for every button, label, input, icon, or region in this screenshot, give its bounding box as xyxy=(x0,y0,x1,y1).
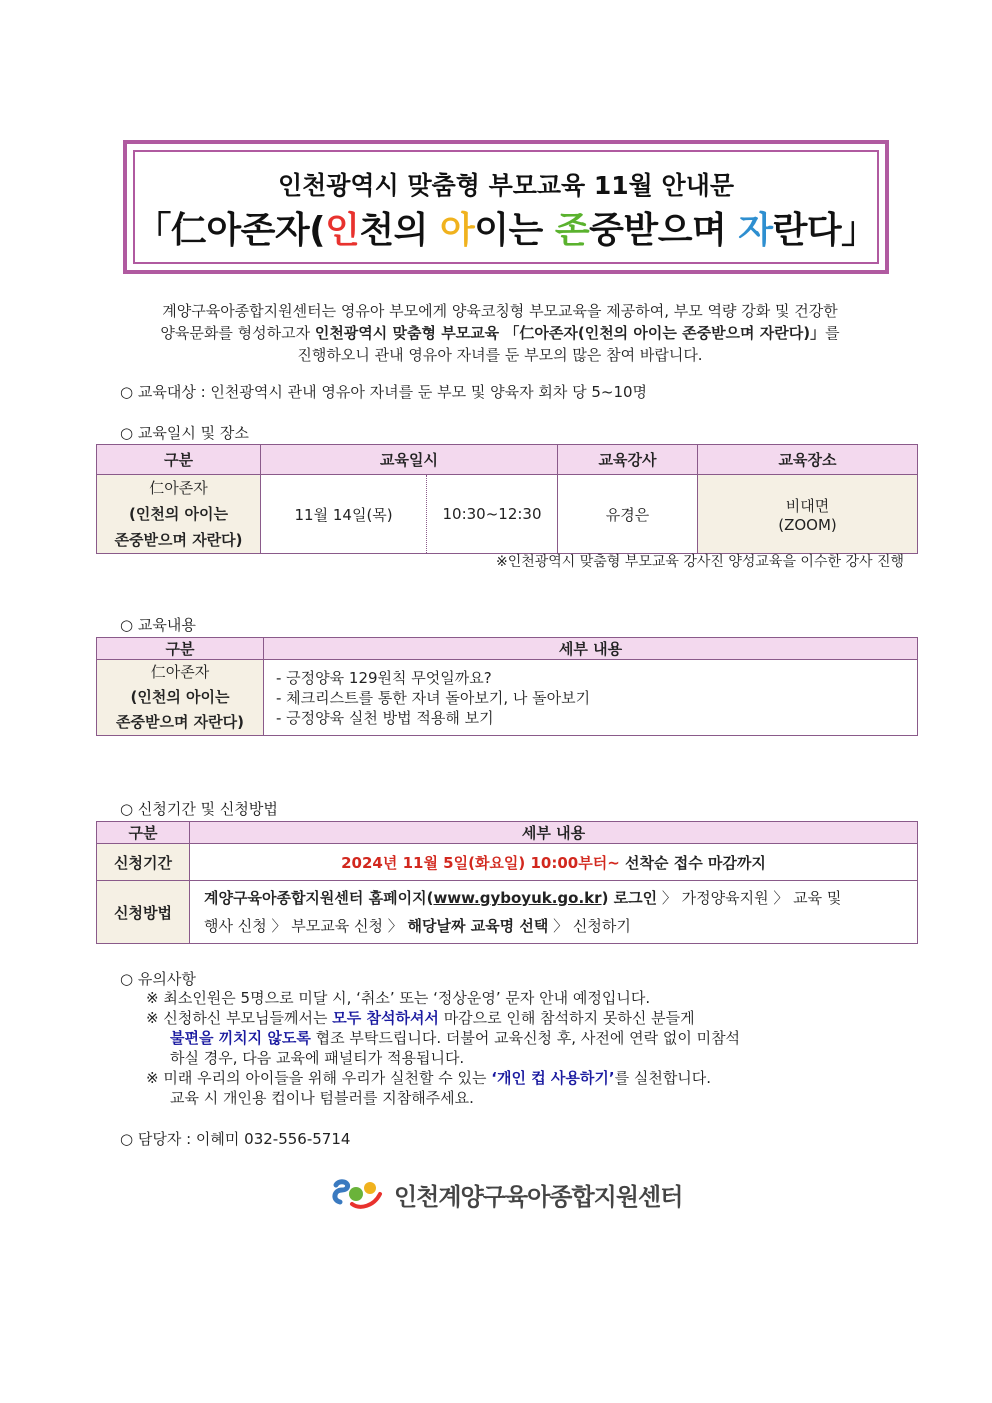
title-line-2 xyxy=(127,202,885,253)
intro-line-2-c: 를 xyxy=(825,324,840,342)
intro-line-2-bold: 인천광역시 맞춤형 부모교육 「仁아존자(인천의 아이는 존중받으며 자란다)」 xyxy=(314,324,826,342)
apply-period-label: 신청기간 xyxy=(97,844,190,881)
title-part-a: 천의 xyxy=(359,210,440,251)
method-select-text: 해당날짜 교육명 선택 xyxy=(407,917,549,935)
intro-line-1: 계양구육아종합지원센터는 영유아 부모에게 양육코칭형 부모교육을 제공하여, 부모 역량 강화 및 건강한 xyxy=(162,302,838,320)
logo-mark-icon xyxy=(330,1172,392,1212)
contact-line: ○ 담당자 : 이혜미 032-556-5714 xyxy=(120,1130,351,1148)
apply-method-label: 신청방법 xyxy=(97,881,190,944)
place-line-2: (ZOOM) xyxy=(778,515,837,534)
note-2-c: 마감으로 인해 참석하지 못하신 분들게 xyxy=(438,1009,695,1027)
note-item-2-line-3: 하실 경우, 다음 교육에 패널티가 적용됩니다. xyxy=(170,1049,465,1067)
note-item-3 xyxy=(146,1068,740,1088)
note-2-a: ※ 신청하신 부모님들께서는 xyxy=(146,1009,333,1027)
homepage-link[interactable]: www.gyboyuk.go.kr xyxy=(433,889,602,907)
program-line-1: 仁아존자 xyxy=(149,479,208,497)
apply-method-line-1 xyxy=(204,884,917,912)
footer-logo xyxy=(330,1172,730,1212)
note-3-emphasis: ‘개인 컵 사용하기’ xyxy=(491,1069,615,1087)
note-2-emphasis: 모두 참석하셔서 xyxy=(332,1009,439,1027)
title-part-b: 이는 xyxy=(474,210,555,251)
apply-method-line-2 xyxy=(204,912,917,940)
title-jon-char: 존 xyxy=(554,210,590,251)
content-item: - 긍정양육 129원칙 무엇일까요? xyxy=(276,668,492,687)
schedule-date-cell: 11월 14일(목) xyxy=(261,475,427,554)
schedule-instructor-cell: 유경은 xyxy=(557,475,697,554)
apply-method-value xyxy=(190,881,918,944)
note-item-2-line-2 xyxy=(146,1028,740,1048)
content-detail-cell xyxy=(264,660,918,736)
content-program-line-2: (인천의 아이는 xyxy=(130,688,230,706)
note-item-2 xyxy=(146,1008,740,1028)
intro-line-2 xyxy=(110,322,890,344)
note-item-1: ※ 최소인원은 5명으로 미달 시, ‘취소’ 또는 ‘정상운영’ 문자 안내 예정입니다. xyxy=(146,989,651,1007)
apply-heading: ○ 신청기간 및 신청방법 xyxy=(120,800,278,818)
schedule-table xyxy=(96,444,918,554)
notes-list xyxy=(146,988,740,1108)
content-heading: ○ 교육내용 xyxy=(120,616,196,634)
schedule-header-category: 구분 xyxy=(97,445,261,475)
method-path-3: 〉 신청하기 xyxy=(548,917,631,935)
notes-heading: ○ 유의사항 xyxy=(120,970,196,988)
program-line-2: (인천의 아이는 xyxy=(129,505,229,523)
note-2-emphasis-2: 불편을 끼치지 않도록 xyxy=(170,1029,311,1047)
note-item-3-line-2: 교육 시 개인용 컵이나 텀블러를 지참해주세요. xyxy=(170,1089,474,1107)
content-item: - 체크리스트를 통한 자녀 돌아보기, 나 돌아보기 xyxy=(276,688,591,707)
apply-period-value xyxy=(190,844,918,881)
logo-text: 인천계양구육아종합지원센터 xyxy=(394,1183,683,1211)
method-path-2: 행사 신청 〉 부모교육 신청 〉 xyxy=(204,917,408,935)
program-line-3: 존중받으며 자란다) xyxy=(114,531,243,549)
apply-period-date: 2024년 11월 5일(화요일) 10:00부터~ xyxy=(341,853,620,872)
title-in-char: 인 xyxy=(325,210,360,251)
schedule-header-place: 교육장소 xyxy=(698,445,918,475)
intro-line-3: 진행하오니 관내 영유아 자녀를 둔 부모의 많은 참여 바랍니다. xyxy=(297,346,703,364)
content-header-detail: 세부 내용 xyxy=(264,638,918,660)
method-login-text: ) 로그인 xyxy=(601,889,658,907)
schedule-header-datetime: 교육일시 xyxy=(261,445,558,475)
place-line-1: 비대면 xyxy=(785,496,830,515)
apply-period-rest: 선착순 접수 마감까지 xyxy=(619,853,766,872)
title-ja-char: 자 xyxy=(738,210,773,251)
apply-table xyxy=(96,821,918,944)
title-close: 란다」 xyxy=(772,210,877,251)
method-center-text: 계양구육아종합지원센터 홈페이지( xyxy=(204,889,434,907)
intro-paragraph xyxy=(110,300,890,366)
method-path-1: 〉 가정양육지원 〉 교육 및 xyxy=(657,889,842,907)
schedule-heading: ○ 교육일시 및 장소 xyxy=(120,424,249,442)
target-line: ○ 교육대상 : 인천광역시 관내 영유아 자녀를 둔 부모 및 양육자 회차 당 5~10명 xyxy=(120,383,648,401)
title-part-c: 중받으며 xyxy=(589,210,739,251)
apply-header-detail: 세부 내용 xyxy=(190,822,918,844)
schedule-note: ※인천광역시 맞춤형 부모교육 강사진 양성교육을 이수한 강사 진행 xyxy=(495,554,904,570)
note-3-a: ※ 미래 우리의 아이들을 위해 우리가 실천할 수 있는 xyxy=(146,1069,492,1087)
title-box xyxy=(123,140,889,274)
note-2-line-2-rest: 협조 부탁드립니다. 더불어 교육신청 후, 사전에 연락 없이 미참석 xyxy=(310,1029,741,1047)
schedule-place-cell xyxy=(698,475,918,554)
content-item: - 긍정양육 실천 방법 적용해 보기 xyxy=(276,708,494,727)
title-line-1: 인천광역시 맞춤형 부모교육 11월 안내문 xyxy=(277,171,734,200)
content-program-cell xyxy=(97,660,264,736)
schedule-program-cell xyxy=(97,475,261,554)
title-a-char: 아 xyxy=(440,210,475,251)
intro-line-2-a: 양육문화를 형성하고자 xyxy=(160,324,315,342)
content-header-category: 구분 xyxy=(97,638,264,660)
apply-header-category: 구분 xyxy=(97,822,190,844)
note-3-c: 를 실천합니다. xyxy=(614,1069,712,1087)
content-program-line-1: 仁아존자 xyxy=(150,663,210,681)
content-table xyxy=(96,637,918,736)
title-open: 「仁아존자( xyxy=(135,210,326,251)
schedule-time-cell: 10:30~12:30 xyxy=(427,475,558,554)
schedule-header-instructor: 교육강사 xyxy=(557,445,697,475)
content-program-line-3: 존중받으며 자란다) xyxy=(116,713,244,731)
